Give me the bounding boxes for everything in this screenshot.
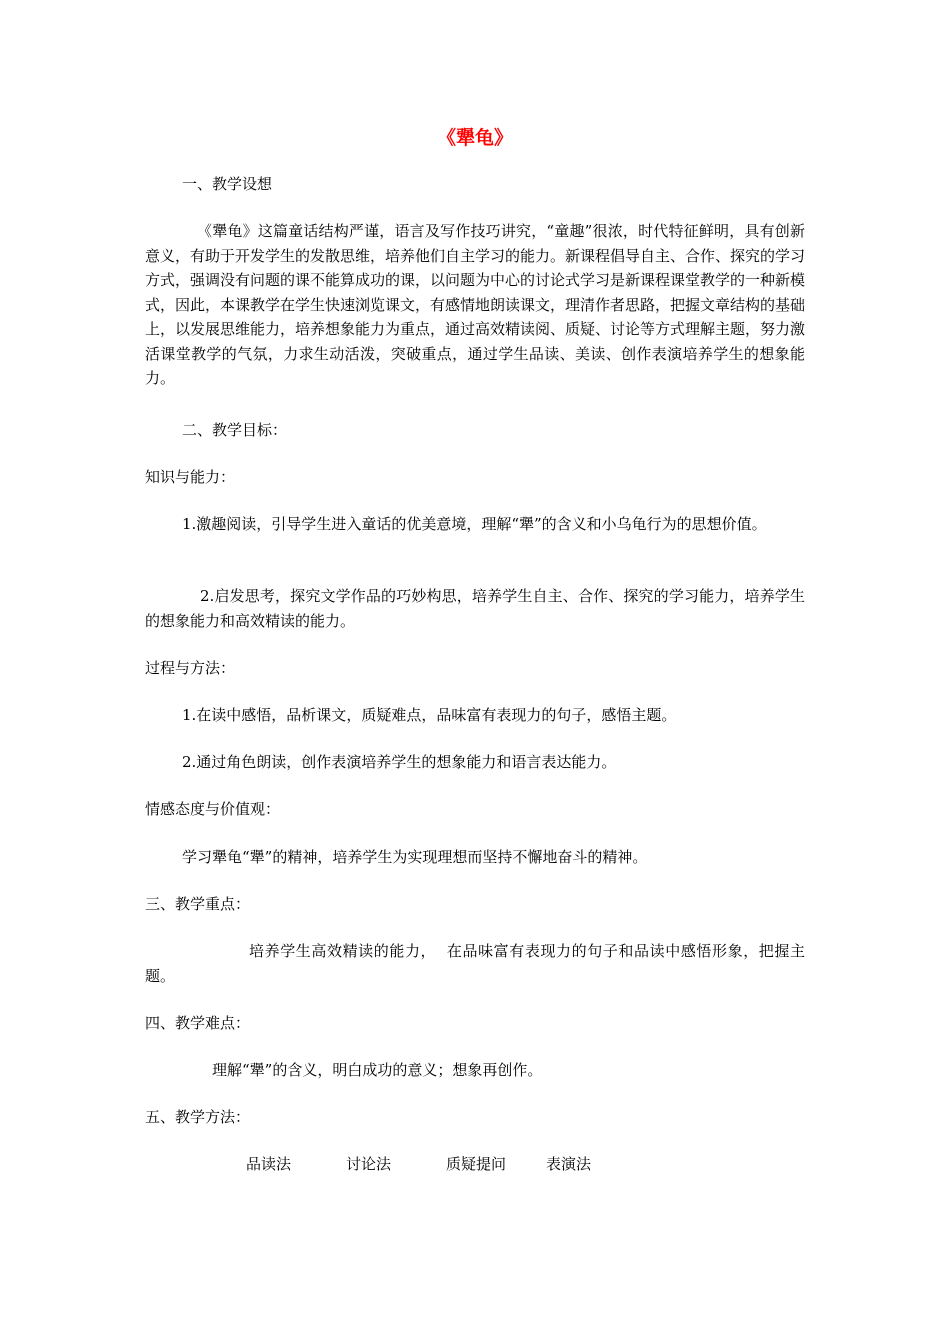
section-heading-difficulties: 四、教学难点： (145, 1014, 251, 1032)
knowledge-goal-1: 1.激趣阅读，引导学生进入童话的优美意境，理解“犟”的含义和小乌龟行为的思想价值。 (182, 515, 767, 533)
subheading-knowledge-ability: 知识与能力： (145, 468, 236, 486)
section-heading-methods: 五、教学方法： (145, 1108, 251, 1126)
difficulties-text: 理解“犟”的含义，明白成功的意义；想象再创作。 (212, 1061, 543, 1079)
knowledge-goal-2: 2.启发思考，探究文学作品的巧妙构思，培养学生自主、合作、探究的学习能力，培养学生的想象能力和高效精读的能力。 (145, 587, 805, 630)
subheading-process-method: 过程与方法： (145, 659, 236, 677)
section-heading-key-points: 三、教学重点： (145, 895, 251, 913)
key-points-text: 培养学生高效精读的能力， 在品味富有表现力的句子和品读中感悟形象，把握主题。 (145, 942, 805, 985)
process-goal-1: 1.在读中感悟，品析课文，质疑难点，品味富有表现力的句子，感悟主题。 (182, 706, 677, 724)
document-title: 《犟龟》 (436, 127, 513, 149)
method-item: 品读法 (246, 1155, 292, 1173)
process-goal-2: 2.通过角色朗读，创作表演培养学生的想象能力和语言表达能力。 (182, 753, 617, 771)
method-item: 质疑提问 (446, 1155, 507, 1173)
section-heading-teaching-concept: 一、教学设想 (182, 175, 273, 193)
method-item: 讨论法 (346, 1155, 392, 1173)
subheading-emotion-values: 情感态度与价值观： (145, 800, 281, 818)
emotion-goal: 学习犟龟“犟”的精神，培养学生为实现理想而坚持不懈地奋斗的精神。 (182, 848, 648, 866)
method-item: 表演法 (546, 1155, 592, 1173)
teaching-concept-paragraph: 《犟龟》这篇童话结构严谨，语言及写作技巧讲究，“童趣”很浓，时代特征鲜明，具有创新意义，有助于开发学生的发散思维，培养他们自主学习的能力。新课程倡导自主、合作、探究的学习方式，强调没有问题的课不能算成功的课，以问题为中心的讨论式学习是新课程课堂教学的一种新模式，因此，本课教学在学生快速浏览课文，有感情地朗读课文，理清作者思路，把握文章结构的基础上，以发展思维能力，培养想象能力为重点，通过高效精读阅、质疑、讨论等方式理解主题，努力激活课堂教学的气氛，力求生动活泼，突破重点，通过学生品读、美读、创作表演培养学生的想象能力。 (145, 222, 806, 387)
section-heading-teaching-goals: 二、教学目标： (182, 421, 288, 439)
